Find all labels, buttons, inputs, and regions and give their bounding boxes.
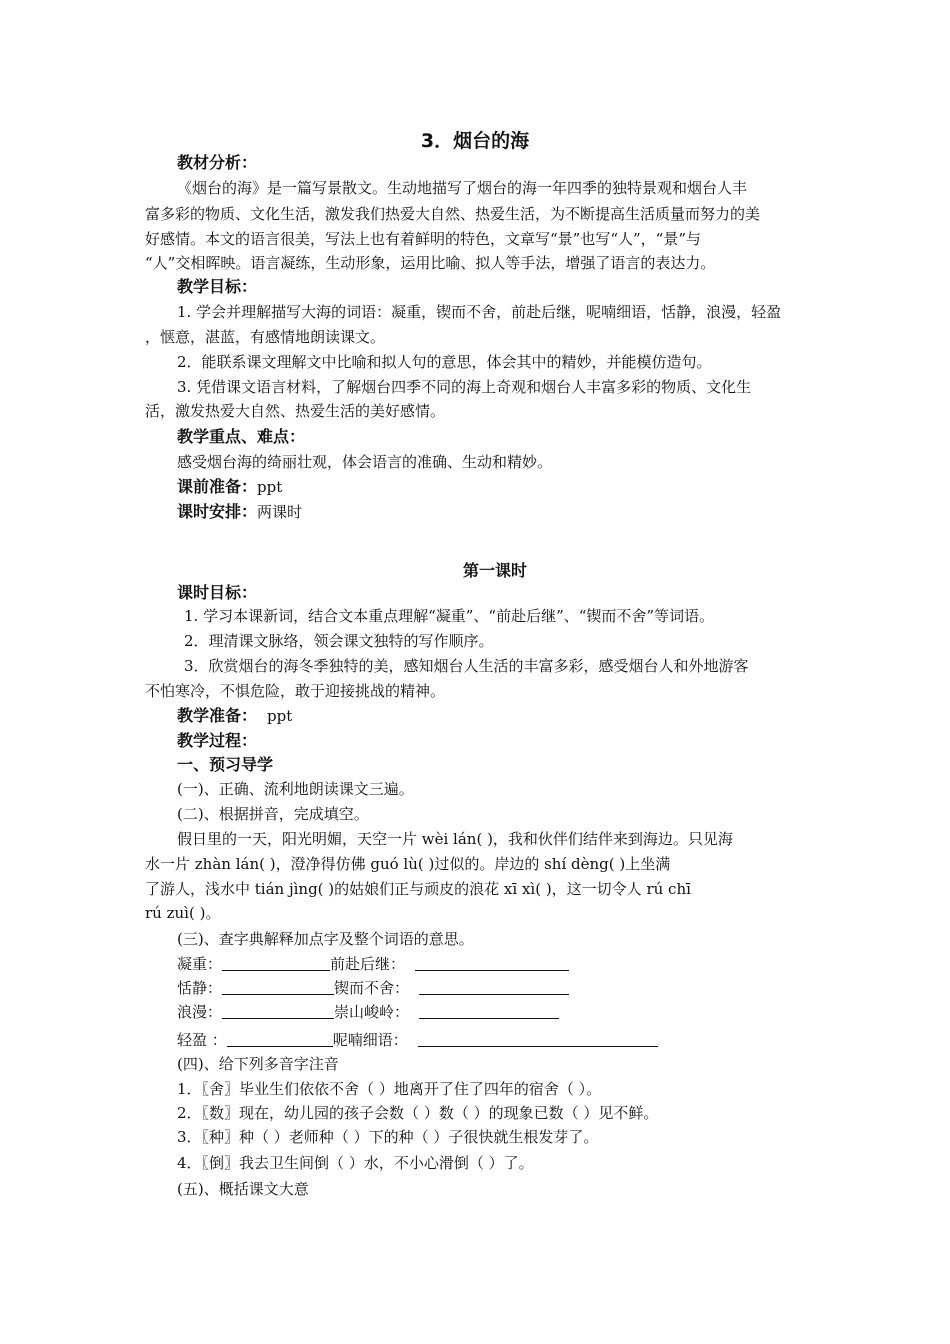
word-label: 前赴后继： xyxy=(330,955,406,973)
pinyin-line: 水一片 zhàn lán( )，澄净得仿佛 guó lù( )过似的。岸边的 shí dèng( )上坐满 xyxy=(145,855,671,873)
lesson1-prep-value: ppt xyxy=(267,707,293,725)
lesson1-goal: 1. 学习本课新词，结合文本重点理解“凝重”、“前赴后继”、“锲而不舍”等词语。 xyxy=(184,607,715,625)
word-label: 呢喃细语： xyxy=(332,1031,408,1049)
keypoints-text: 感受烟台海的绮丽壮观，体会语言的准确、生动和精妙。 xyxy=(177,453,553,471)
polyphone-line: 2．〖数〗现在，幼儿园的孩子会数（ ）数（ ）的现象已数（ ）见不鲜。 xyxy=(177,1104,659,1122)
word-label: 浪漫： xyxy=(177,1003,223,1021)
goals-heading: 教学目标： xyxy=(177,277,258,296)
process-heading: 教学过程： xyxy=(177,731,258,750)
pinyin-line: rú zuì( )。 xyxy=(145,904,221,922)
schedule-value: 两课时 xyxy=(257,503,303,521)
lesson1-goal: 2．理清课文脉络，领会课文独特的写作顺序。 xyxy=(184,632,494,650)
pinyin-line: 了游人，浅水中 tián jìng( )的姑娘们正与顽皮的浪花 xī xì( )，这一切令人 rú chī xyxy=(145,880,691,898)
step-line: (二)、根据拼音，完成填空。 xyxy=(177,805,369,823)
prep-line xyxy=(177,474,817,500)
goal-line: 3. 凭借课文语言材料，了解烟台四季不同的海上奇观和烟台人丰富多彩的物质、文化生 xyxy=(177,378,752,396)
lesson1-goals-heading: 课时目标： xyxy=(177,583,258,602)
analysis-line: 富多彩的物质、文化生活，激发我们热爱大自然、热爱生活，为不断提高生活质量而努力的美 xyxy=(145,205,761,223)
word-row xyxy=(177,1027,817,1053)
answer-blank[interactable] xyxy=(222,1002,334,1019)
analysis-heading: 教材分析： xyxy=(177,153,258,172)
prep-value: ppt xyxy=(257,478,283,496)
lesson1-prep-line xyxy=(177,703,817,729)
schedule-label: 课时安排： xyxy=(177,502,258,521)
word-row xyxy=(177,999,817,1025)
schedule-line xyxy=(177,499,817,525)
word-label: 崇山峻岭： xyxy=(334,1003,410,1021)
answer-blank[interactable] xyxy=(419,978,569,995)
answer-blank[interactable] xyxy=(222,954,330,971)
analysis-line: “人”交相晖映。语言凝练，生动形象，运用比喻、拟人等手法，增强了语言的表达力。 xyxy=(145,254,716,272)
lesson1-goal: 3．欣赏烟台的海冬季独特的美，感知烟台人生活的丰富多彩，感受烟台人和外地游客 xyxy=(184,657,749,675)
lesson1-goal: 不怕寒冷，不惧危险，敢于迎接挑战的精神。 xyxy=(145,682,446,700)
word-row xyxy=(177,975,817,1001)
word-row xyxy=(177,951,817,977)
answer-blank[interactable] xyxy=(415,954,569,971)
answer-blank[interactable] xyxy=(222,978,334,995)
goal-line: 2．能联系课文理解文中比喻和拟人句的意思，体会其中的精妙，并能模仿造句。 xyxy=(177,353,712,371)
lesson1-prep-label: 教学准备： xyxy=(177,706,258,725)
prep-label: 课前准备： xyxy=(177,477,258,496)
section-heading: 一、预习导学 xyxy=(177,755,274,774)
word-label: 恬静： xyxy=(177,979,223,997)
polyphone-line: 1．〖舍〗毕业生们依依不舍（ ）地离开了住了四年的宿舍（ ）。 xyxy=(177,1080,602,1098)
polyphone-line: 4．〖倒〗我去卫生间倒（ ）水，不小心滑倒（ ）了。 xyxy=(177,1154,534,1172)
analysis-line: 《烟台的海》是一篇写景散文。生动地描写了烟台的海一年四季的独特景观和烟台人丰 xyxy=(177,179,748,197)
analysis-line: 好感情。本文的语言很美，写法上也有着鲜明的特色，文章写“景”也写“人”，“景”与 xyxy=(145,230,702,248)
word-label: 凝重： xyxy=(177,955,223,973)
goal-line: ，惬意，湛蓝，有感情地朗读课文。 xyxy=(145,328,386,346)
answer-blank[interactable] xyxy=(227,1030,333,1047)
word-label: 轻盈 ： xyxy=(177,1031,227,1049)
pinyin-line: 假日里的一天，阳光明媚，天空一片 wèi lán( )，我和伙伴们结伴来到海边。只见海 xyxy=(177,830,733,848)
lesson1-heading: 第一课时 xyxy=(462,561,527,580)
word-label: 锲而不舍： xyxy=(334,979,410,997)
step-line: (一)、正确、流利地朗读课文三遍。 xyxy=(177,780,414,798)
page-title: 3．烟台的海 xyxy=(420,130,530,152)
goal-line: 活，激发热爱大自然、热爱生活的美好感情。 xyxy=(145,402,446,420)
polyphone-line: 3．〖种〗种（ ）老师种（ ）下的种（ ）子很快就生根发芽了。 xyxy=(177,1128,599,1146)
step-line: (四)、给下列多音字注音 xyxy=(177,1055,339,1073)
step-line: (五)、概括课文大意 xyxy=(177,1180,309,1198)
answer-blank[interactable] xyxy=(418,1030,658,1047)
answer-blank[interactable] xyxy=(419,1002,559,1019)
keypoints-heading: 教学重点、难点： xyxy=(177,427,306,446)
step-line: (三)、查字典解释加点字及整个词语的意思。 xyxy=(177,930,474,948)
goal-line: 1. 学会并理解描写大海的词语：凝重，锲而不舍，前赴后继，呢喃细语，恬静，浪漫，轻盈 xyxy=(177,303,782,321)
